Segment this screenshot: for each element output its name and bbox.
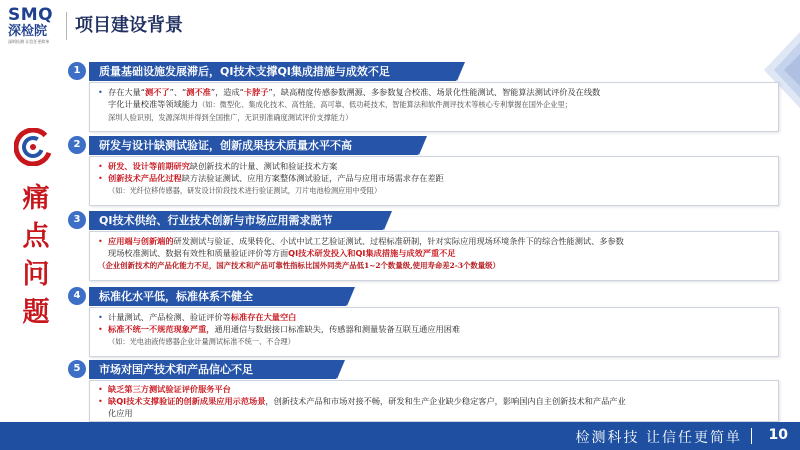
- footer-divider: [751, 428, 752, 444]
- body-text: ”，造成“: [210, 87, 244, 97]
- section-title: 质量基础设施发展滞后，QI技术支撑QI集成措施与成效不足: [89, 62, 457, 81]
- logo-text: SMQ: [8, 5, 54, 25]
- highlight-text: 标准存在大量空白: [230, 312, 297, 322]
- body-text: ”、“: [169, 87, 187, 97]
- note-text: （如：微型化、集成化技术、高性能、高可靠、低功耗技术，智能算法和软件测评技术等核心专利掌握在国外企业里；: [198, 100, 572, 110]
- bullet-icon: •: [98, 384, 103, 394]
- section-line: [98, 323, 770, 335]
- body-text: 研发测试与验证、成果转化、小试中试工艺验证测试、过程标准研制，针对实际应用现场环境条件下的综合性能测试、多参数: [173, 236, 624, 246]
- highlight-text: QI技术研发投入和QI集成措施与成效严重不足: [288, 248, 456, 259]
- section-line: [98, 111, 770, 124]
- section-number: 5: [68, 360, 86, 378]
- section-body: [89, 380, 779, 422]
- logo-subtitle: 深圳检测 让信任更简单: [8, 39, 50, 44]
- body-text: ”，缺高精度传感参数溯源、多参数复合校准、场景化性能测试、智能算法测试评价及在线数: [268, 87, 601, 97]
- body-text: ，创新技术产品和市场对接不畅，研发和生产企业缺少稳定客户，影响国内自主创新技术和产品产业: [265, 396, 626, 407]
- body-text: 存在大量“: [108, 87, 145, 97]
- footer-slogan: 检测科技 让信任更简单: [575, 430, 742, 446]
- highlight-text: 创新技术产品化过程: [108, 173, 182, 184]
- section-body: [89, 307, 779, 357]
- section-number: 3: [68, 211, 86, 229]
- highlight-text: 测不准: [186, 87, 211, 97]
- section-line: [98, 172, 770, 184]
- pain-char: 题: [22, 297, 50, 328]
- note-text: 深圳人验识别，发源深圳并得到全国推广，无识别准确度测试评价支撑能力）: [108, 113, 353, 123]
- note-text: （如：光电油液传感器企业计量测试标准不统一、不合理）: [108, 337, 295, 347]
- highlight-text: 测不了: [145, 87, 170, 97]
- pain-char: 点: [22, 221, 50, 252]
- bullet-icon: •: [98, 236, 103, 246]
- section-line: [98, 395, 770, 407]
- highlight-text: 缺QI技术支撑验证的创新成果应用示范场景: [108, 396, 266, 407]
- highlight-text: 卡脖子: [243, 87, 269, 97]
- section-line: [98, 407, 770, 419]
- section-title: 研发与设计缺测试验证，创新成果技术质量水平不高: [89, 136, 419, 155]
- pain-char: 问: [22, 259, 50, 290]
- page-number: 10: [768, 427, 788, 443]
- bullet-icon: •: [98, 87, 103, 97]
- section-line: [98, 86, 770, 98]
- section-number: 1: [68, 62, 86, 80]
- section-line: [98, 259, 770, 272]
- highlight-text: 研发、设计等前期研究: [108, 161, 190, 171]
- bullet-icon: •: [98, 324, 103, 335]
- logo: [8, 6, 80, 45]
- pain-char: 痛: [22, 183, 50, 214]
- note-text: （如：光纤位移传感器，研发设计阶段技术进行验证测试，刀片电池检测应用中受阻）: [108, 186, 382, 196]
- header: [0, 0, 800, 52]
- highlight-text: 缺乏第三方测试验证评价服务平台: [108, 384, 231, 394]
- body-text: 字化计量校准等领域能力: [108, 99, 199, 110]
- footer-bar: [0, 422, 800, 450]
- body-text: 化应用: [108, 408, 133, 419]
- header-divider: [66, 12, 67, 40]
- section-line: [98, 335, 770, 348]
- section-title: 标准化水平低，标准体系不健全: [89, 287, 347, 306]
- section-number: 4: [68, 287, 86, 305]
- bullet-icon: •: [98, 312, 103, 322]
- note-text: （企业创新技术的产品化能力不足，国产技术和产品可靠性指标比国外同类产品低1~2个数量级,使用寿命差2-3个数量级）: [98, 261, 500, 271]
- target-c-icon: [14, 128, 52, 166]
- section-number: 2: [68, 136, 86, 154]
- section-title: 市场对国产技术和产品信心不足: [89, 360, 337, 379]
- pain-points-label: [21, 180, 51, 332]
- body-text: 通用通信与数据接口标准缺失，传感器和测量装备互联互通应用困难: [214, 324, 461, 335]
- logo-cn: 深检院: [8, 24, 48, 39]
- page-title: 项目建设背景: [75, 15, 183, 36]
- section-line: [98, 160, 770, 172]
- section-line: [98, 383, 770, 395]
- section-body: [89, 231, 779, 281]
- bullet-icon: •: [98, 161, 103, 171]
- section-line: [98, 311, 770, 323]
- section-line: [98, 184, 770, 197]
- section-line: [98, 247, 770, 259]
- section-line: [98, 98, 770, 111]
- body-text: 计量测试、产品检测、验证评价等: [108, 312, 231, 322]
- body-text: 缺创新技术的计量、测试和验证技术方案: [189, 161, 338, 171]
- highlight-text: 应用端与创新端的: [108, 236, 174, 246]
- section-body: [89, 82, 779, 132]
- body-text: 缺方法验证测试、应用方案整体测试验证，产品与应用市场需求存在差距: [181, 173, 444, 184]
- section-title: QI技术供给、行业技术创新与市场应用需求脱节: [89, 211, 384, 230]
- section-line: [98, 235, 770, 247]
- highlight-text: 标准不统一不规范现象严重，: [108, 324, 215, 335]
- bullet-icon: •: [98, 173, 103, 184]
- section-body: [89, 156, 779, 206]
- body-text: 现场校准测试、数据有效性和质量验证评价等方面: [108, 248, 289, 259]
- bullet-icon: •: [98, 396, 103, 407]
